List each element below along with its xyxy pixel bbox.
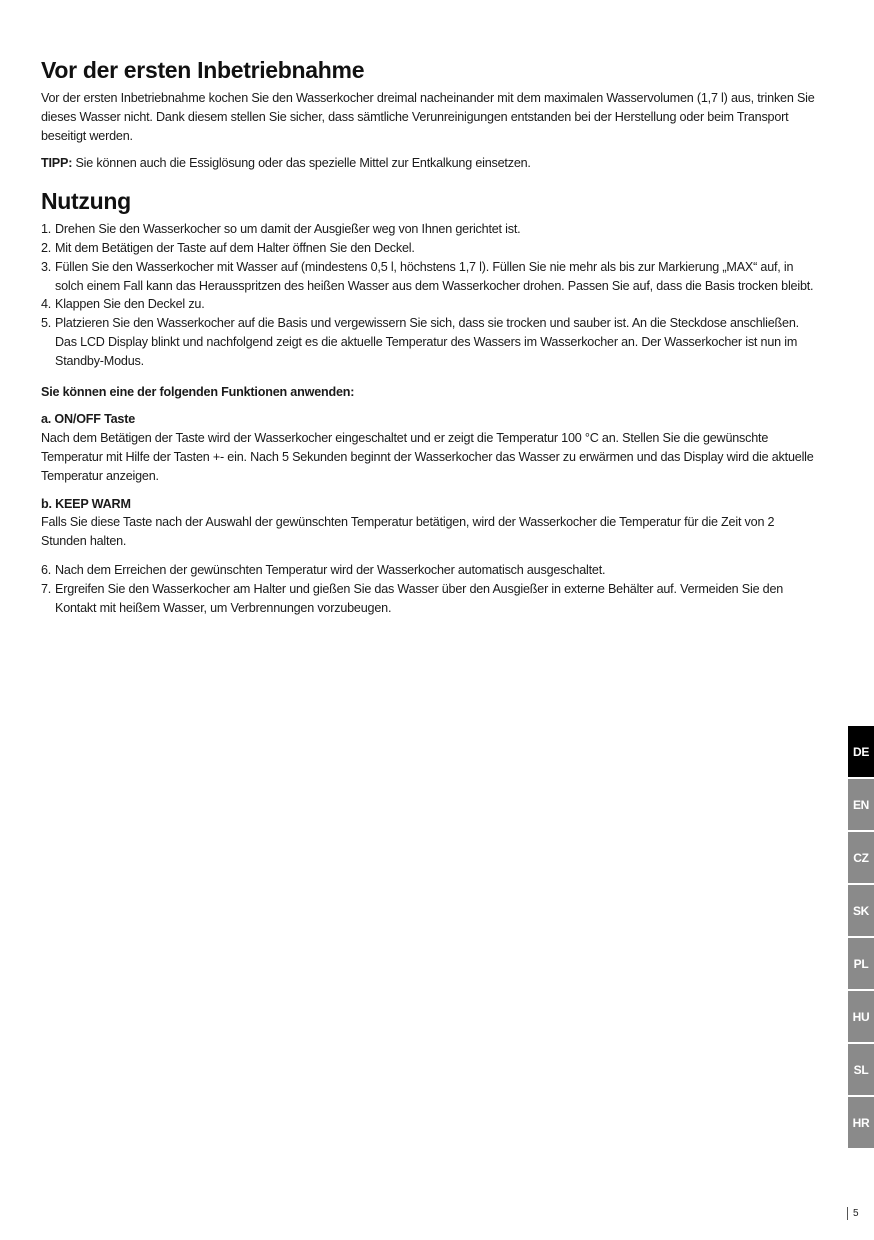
tip-text: Sie können auch die Essiglösung oder das spezielle Mittel zur Entkalkung einsetzen. [72,156,531,171]
language-tab-sk[interactable]: SK [848,885,874,936]
language-tab-de[interactable]: DE [848,726,874,777]
tip-paragraph [41,154,821,173]
step-number: 1. [41,222,52,237]
section-title-first-use: Vor der ersten Inbetriebnahme [41,57,365,83]
functions-intro [41,383,821,402]
step-text: Nach dem Erreichen der gewünschten Temperatur wird der Wasserkocher automatisch ausgeschaltet. [55,562,606,577]
step-number: 7. [41,581,52,596]
list-item [41,561,821,580]
page-number: 5 [847,1207,859,1220]
usage-steps-continued [41,561,821,617]
list-item [41,258,821,296]
step-number: 4. [41,297,52,312]
usage-steps [41,220,821,370]
function-b-text: Falls Sie diese Taste nach der Auswahl der gewünschten Temperatur betätigen, wird der Wasserkocher die Temperatur für die Zeit von 2 Stunden halten. [41,515,775,549]
function-a [41,410,821,485]
function-b-title: b. KEEP WARM [41,496,131,511]
list-item [41,295,821,314]
language-tab-hu[interactable]: HU [848,991,874,1042]
list-item [41,220,821,239]
list-item [41,314,821,370]
step-text: Mit dem Betätigen der Taste auf dem Halter öffnen Sie den Deckel. [55,240,415,255]
step-number: 3. [41,259,52,274]
step-text: Ergreifen Sie den Wasserkocher am Halter und gießen Sie das Wasser über den Ausgießer in externe Behälter auf. Vermeiden Sie den Kontakt mit heißem Wasser, um Verbrennungen vorzubeugen. [55,581,784,615]
language-tab-en[interactable]: EN [848,779,874,830]
functions-intro-text: Sie können eine der folgenden Funktionen anwenden: [41,384,355,399]
list-item [41,580,821,618]
step-text: Drehen Sie den Wasserkocher so um damit der Ausgießer weg von Ihnen gerichtet ist. [55,222,521,237]
first-use-paragraph: Vor der ersten Inbetriebnahme kochen Sie den Wasserkocher dreimal nacheinander mit dem maximalen Wasservolumen (1,7 l) aus, trinken Sie dieses Wasser nicht. Dank diesem stellen Sie sicher, dass sämtliche Verunreinigungen entstanden bei der Herstellung oder beim Transport beseitigt werden. [41,91,815,143]
list-item [41,239,821,258]
page-content [41,56,821,617]
tip-label: TIPP: [41,156,73,171]
language-tab-hr[interactable]: HR [848,1097,874,1148]
step-text: Füllen Sie den Wasserkocher mit Wasser auf (mindestens 0,5 l, höchstens 1,7 l). Füllen Sie nie mehr als bis zur Markierung „MAX“ auf, in solch einem Fall kann das Herausspritzen des heißen Wasser aus dem Wasserkocher drohen. Passen Sie auf, dass die Basis trocken bleibt. [55,259,814,293]
step-text: Platzieren Sie den Wasserkocher auf die Basis und vergewissern Sie sich, dass sie trocken und sauber ist. An die Steckdose anschließen. Das LCD Display blinkt und nachfolgend zeigt es die aktuelle Temperatur des Wassers im Wasserkocher an. Der Wasserkocher ist nun im Standby-Modus. [55,316,799,368]
function-a-title: a. ON/OFF Taste [41,412,136,427]
language-tabs [848,726,874,1150]
step-number: 2. [41,240,52,255]
function-b [41,495,821,551]
language-tab-sl[interactable]: SL [848,1044,874,1095]
language-tab-cz[interactable]: CZ [848,832,874,883]
section-title-usage: Nutzung [41,188,131,215]
step-number: 6. [41,562,52,577]
step-text: Klappen Sie den Deckel zu. [55,297,205,312]
language-tab-pl[interactable]: PL [848,938,874,989]
step-number: 5. [41,316,52,331]
function-a-text: Nach dem Betätigen der Taste wird der Wasserkocher eingeschaltet und er zeigt die Temperatur 100 °C an. Stellen Sie die gewünschte Temperatur mit Hilfe der Tasten +- ein. Nach 5 Sekunden beginnt der Wasserkocher das Wasser zu erwärmen und das Display wird die aktuelle Temperatur anzeigen. [41,431,814,483]
